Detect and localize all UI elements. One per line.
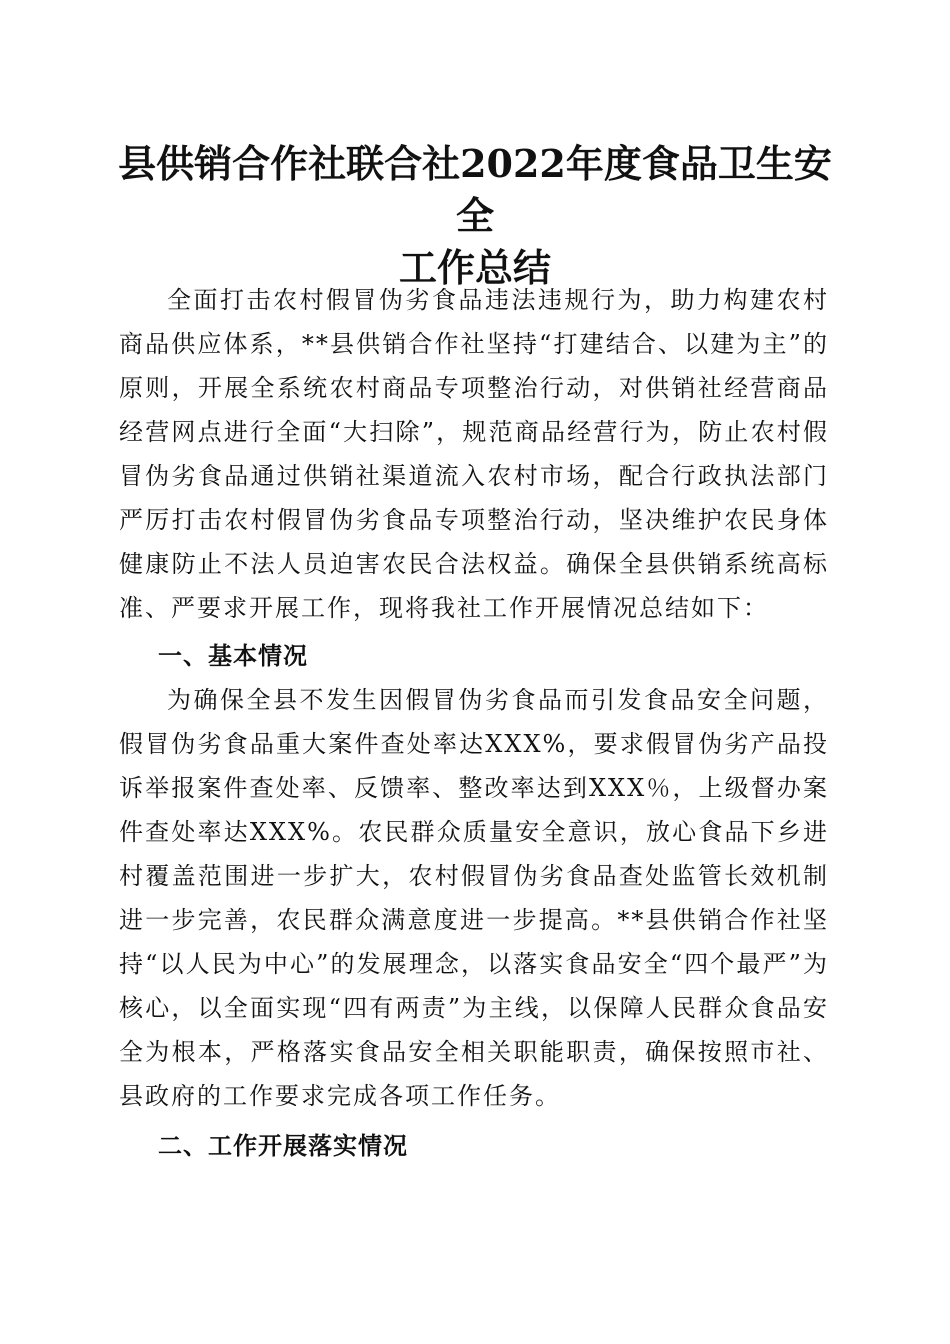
document-title-line-1: 县供销合作社联合社2022年度食品卫生安全 xyxy=(118,141,832,238)
basic-situation-paragraph: 为确保全县不发生因假冒伪劣食品而引发食品安全问题，假冒伪劣食品重大案件查处率达XXX%，要求假冒伪劣产品投诉举报案件查处率、反馈率、整改率达到XXX％，上级督办案件查处率达XXX%。农民群众质量安全意识，放心食品下乡进村覆盖范围进一步扩大，农村假冒伪劣食品查处监管长效机制进一步完善，农民群众满意度进一步提高。**县供销合作社坚持“以人民为中心”的发展理念，以落实食品安全“四个最严”为核心，以全面实现“四有两责”为主线，以保障人民群众食品安全为根本，严格落实食品安全相关职能职责，确保按照市社、县政府的工作要求完成各项工作任务。 xyxy=(119,686,829,1110)
intro-paragraph: 全面打击农村假冒伪劣食品违法违规行为，助力构建农村商品供应体系，**县供销合作社坚持“打建结合、以建为主”的原则，开展全系统农村商品专项整治行动，对供销社经营商品经营网点进行全面“大扫除”，规范商品经营行为，防止农村假冒伪劣食品通过供销社渠道流入农村市场，配合行政执法部门严厉打击农村假冒伪劣食品专项整治行动，坚决维护农民身体健康防止不法人员迫害农民合法权益。确保全县供销系统高标准、严要求开展工作，现将我社工作开展情况总结如下： xyxy=(119,286,829,622)
document-title-line-2: 工作总结 xyxy=(398,245,551,290)
section-heading-work-implementation: 二、工作开展落实情况 xyxy=(158,1132,408,1160)
section-heading-basic-situation: 一、基本情况 xyxy=(158,642,308,670)
document-title xyxy=(110,138,840,294)
